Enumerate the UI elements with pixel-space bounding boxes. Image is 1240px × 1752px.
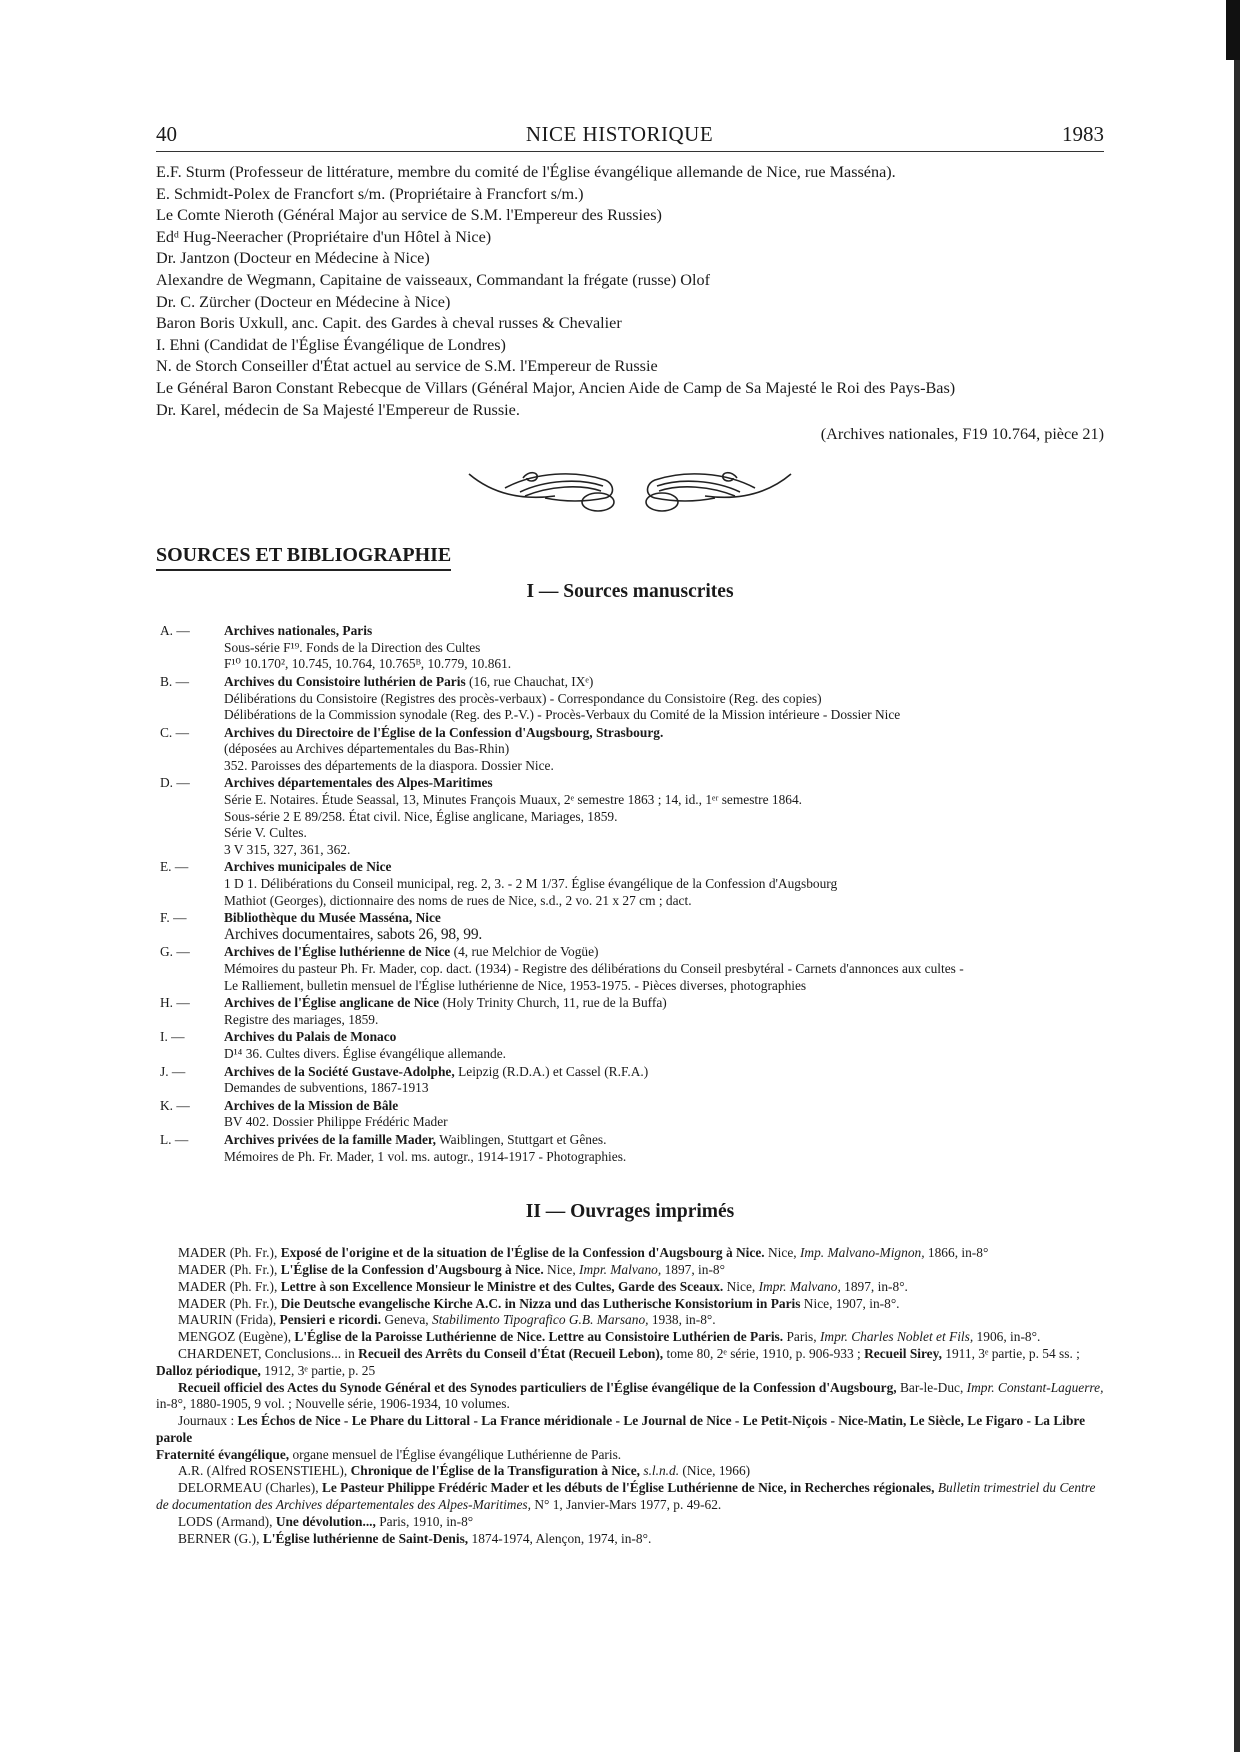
bib-part-b: Chronique de l'Église de la Transfiguration à Nice, — [350, 1463, 640, 1479]
bib-part-a: CHARDENET, Conclusions... in — [178, 1345, 359, 1361]
bib-part-a: MAURIN (Frida), — [178, 1312, 280, 1328]
bib-part-b: Exposé de l'origine et de la situation de l'Église de la Confession d'Augsbourg à Nice. — [280, 1245, 765, 1261]
source-heading-bold: Archives de la Société Gustave-Adolphe, — [224, 1063, 455, 1079]
bib-part-i: Bulletin trimestriel du Centre de documentation des Archives départementales des Alpes-Maritimes, — [156, 1480, 1096, 1513]
source-body — [224, 725, 1104, 775]
name-line: Dr. C. Zürcher (Docteur en Médecine à Nice) — [156, 292, 451, 311]
journal-year: 1983 — [1061, 122, 1104, 146]
bib-part-d: 1897, in-8° — [661, 1261, 725, 1277]
source-body — [224, 910, 1104, 943]
bib-part-c: Paris, — [783, 1329, 820, 1345]
source-entry — [156, 995, 1104, 1028]
source-line: Sous-série 2 E 89/258. État civil. Nice, Église anglicane, Mariages, 1859. — [224, 808, 618, 824]
bib-part-d: N° 1, Janvier-Mars 1977, p. 49-62. — [530, 1497, 722, 1513]
source-body — [224, 623, 1104, 673]
source-heading — [224, 995, 1104, 1012]
bib-part-b: Lettre à son Excellence Monsieur le Ministre et des Cultes, Garde des Sceaux. — [280, 1278, 724, 1294]
source-heading — [224, 725, 1104, 742]
source-line: (déposées au Archives départementales du Bas-Rhin) — [224, 741, 510, 757]
source-heading-bold: Archives de l'Église luthérienne de Nice — [224, 944, 451, 960]
name-line: Alexandre de Wegmann, Capitaine de vaisseaux, Commandant la frégate (russe) Olof — [156, 270, 710, 289]
bib-part-c: 1874-1974, Alençon, 1974, in-8°. — [468, 1530, 652, 1546]
source-body — [224, 1029, 1104, 1062]
bibliography-entry — [156, 1262, 1104, 1279]
source-letter: I. — — [160, 1029, 185, 1045]
name-line: Edᵈ Hug-Neeracher (Propriétaire d'un Hôtel à Nice) — [156, 227, 492, 246]
bib-part-c: Nice, — [723, 1278, 759, 1294]
source-heading — [224, 674, 1104, 691]
source-entry — [156, 775, 1104, 858]
archive-citation: (Archives nationales, F19 10.764, pièce 21) — [820, 425, 1104, 444]
source-heading — [224, 859, 1104, 876]
bib-part-c: Nice, — [764, 1245, 800, 1261]
source-line: Demandes de subventions, 1867-1913 — [224, 1080, 429, 1096]
names-list — [156, 162, 1104, 421]
source-heading — [224, 623, 1104, 640]
bib-part-b: L'Église de la Paroisse Luthérienne de Nice. Lettre au Consistoire Luthérien de Paris. — [294, 1329, 784, 1345]
bib-part-c: Nice, 1907, in-8°. — [800, 1295, 900, 1311]
source-letter: L. — — [160, 1131, 189, 1147]
source-heading-tail: (Holy Trinity Church, 11, rue de la Buffa) — [439, 995, 667, 1011]
bib-part-i: Imp. Malvano-Mignon, — [799, 1245, 925, 1261]
source-heading-bold: Archives départementales des Alpes-Maritimes — [224, 775, 493, 791]
name-line: Baron Boris Uxkull, anc. Capit. des Gardes à cheval russes & Chevalier — [156, 314, 622, 333]
source-line: Délibérations de la Commission synodale (Reg. des P.-V.) - Procès-Verbaux du Comité de la Mission intérieure - Dossier Nice — [224, 707, 901, 723]
source-body — [224, 944, 1104, 994]
source-heading — [224, 1098, 1104, 1115]
bib-part-a: MENGOZ (Eugène), — [178, 1329, 295, 1345]
source-heading-tail: Waiblingen, Stuttgart et Gênes. — [435, 1131, 607, 1147]
source-heading — [224, 1064, 1104, 1081]
name-line: Le Général Baron Constant Rebecque de Villars (Général Major, Ancien Aide de Camp de Sa Majesté le Roi des Pays-Bas) — [156, 378, 956, 397]
bib-part-c: tome 80, 2ᵉ série, 1910, p. 906-933 ; — [663, 1345, 865, 1361]
bib-part-b: Pensieri e ricordi. — [279, 1312, 382, 1328]
name-line: E.F. Sturm (Professeur de littérature, membre du comité de l'Église évangélique allemande de Nice, rue Masséna). — [156, 163, 896, 181]
source-line: Série E. Notaires. Étude Seassal, 13, Minutes François Muaux, 2ᵉ semestre 1863 ; 14, id., 1ᵉʳ semestre 1864. — [224, 792, 803, 808]
source-line: Registre des mariages, 1859. — [224, 1011, 379, 1027]
source-letter: B. — — [160, 673, 190, 689]
bib-part-c: Geneva, — [381, 1312, 432, 1328]
source-line: Mémoires du pasteur Ph. Fr. Mader, cop. dact. (1934) - Registre des délibérations du Conseil presbytéral - Carnets d'annonces aux cultes - — [224, 961, 964, 976]
source-heading-bold: Archives du Palais de Monaco — [224, 1029, 397, 1045]
bib-part-i: Stabilimento Tipografico G.B. Marsano, — [432, 1312, 649, 1328]
document-page — [156, 122, 1104, 1547]
source-heading-bold: Archives privées de la famille Mader, — [224, 1131, 436, 1147]
bib-part-f: 1912, 3ᵉ partie, p. 25 — [260, 1362, 376, 1378]
source-letter: E. — — [160, 859, 189, 875]
bib-part-i: Impr. Constant-Laguerre, — [966, 1379, 1104, 1395]
source-letter: C. — — [160, 724, 190, 740]
page-edge-mark — [1226, 0, 1240, 60]
source-heading-bold: Archives du Consistoire luthérien de Paris — [224, 673, 466, 689]
source-body — [224, 1132, 1104, 1165]
page-edge-shadow — [1234, 0, 1240, 1752]
bibliography-entry — [156, 1296, 1104, 1313]
name-line: N. de Storch Conseiller d'État actuel au service de S.M. l'Empereur de Russie — [156, 357, 658, 376]
section-title: SOURCES ET BIBLIOGRAPHIE — [156, 544, 451, 571]
source-entry — [156, 725, 1104, 775]
name-line: E. Schmidt-Polex de Francfort s/m. (Propriétaire à Francfort s/m.) — [156, 184, 584, 203]
bib-part-a: MADER (Ph. Fr.), — [178, 1245, 281, 1261]
bibliography-entry — [156, 1514, 1104, 1531]
source-heading — [224, 1132, 1104, 1149]
bib-part-a: MADER (Ph. Fr.), — [178, 1278, 281, 1294]
bib-part-a: BERNER (G.), — [178, 1530, 263, 1546]
sources-list — [156, 623, 1104, 1165]
bib-part-a: MADER (Ph. Fr.), — [178, 1261, 281, 1277]
source-entry — [156, 674, 1104, 724]
bib-part-a: LODS (Armand), — [178, 1513, 276, 1529]
bib-part-i: Impr. Malvano, — [579, 1261, 662, 1277]
page-number: 40 — [156, 122, 177, 146]
bibliography-entry — [156, 1346, 1104, 1380]
name-line: Le Comte Nieroth (Général Major au service de S.M. l'Empereur des Russies) — [156, 206, 662, 225]
bibliography-entry — [156, 1463, 1104, 1480]
bib-part-d: in-8°, 1880-1905, 9 vol. ; Nouvelle série, 1906-1934, 10 volumes. — [156, 1396, 510, 1412]
bibliography-entry — [156, 1279, 1104, 1296]
bibliography-entry — [156, 1380, 1104, 1414]
source-heading-bold: Archives municipales de Nice — [224, 859, 392, 875]
bib-part-a: DELORMEAU (Charles), — [178, 1480, 322, 1496]
source-body — [224, 1064, 1104, 1097]
source-entry — [156, 859, 1104, 909]
running-header — [156, 122, 1104, 152]
source-heading — [224, 775, 1104, 792]
bib-part-i: s.l.n.d. — [643, 1463, 680, 1479]
source-heading-bold: Archives nationales, Paris — [224, 623, 373, 639]
source-entry — [156, 1064, 1104, 1097]
bib-part-d: 1897, in-8°. — [840, 1278, 908, 1294]
source-line: Délibérations du Consistoire (Registres des procès-verbaux) - Correspondance du Consistoire (Reg. des copies) — [224, 690, 822, 706]
source-letter: G. — — [160, 944, 190, 960]
bib-part-b: Die Deutsche evangelische Kirche A.C. in Nizza und das Lutherische Konsistorium in Paris — [280, 1295, 801, 1311]
bibliography-entry — [156, 1312, 1104, 1329]
source-letter: D. — — [160, 775, 190, 791]
bib-part-d: 1866, in-8° — [924, 1245, 989, 1261]
part-two-title: II — Ouvrages imprimés — [525, 1201, 735, 1223]
source-heading-bold: Archives de l'Église anglicane de Nice — [224, 995, 440, 1011]
source-line: Le Ralliement, bulletin mensuel de l'Église luthérienne de Nice, 1953-1975. - Pièces diverses, photographies — [224, 977, 807, 993]
source-line: Série V. Cultes. — [224, 825, 307, 841]
bib-part-d: (Nice, 1966) — [679, 1463, 751, 1479]
source-line: Mathiot (Georges), dictionnaire des noms de rues de Nice, s.d., 2 vo. 21 x 27 cm ; dact. — [224, 892, 692, 908]
source-heading-tail: (4, rue Melchior de Vogüe) — [450, 944, 599, 960]
bib-part-c: Paris, 1910, in-8° — [375, 1513, 474, 1529]
bib-part-b: L'Église luthérienne de Saint-Denis, — [262, 1530, 469, 1546]
source-line: D¹⁴ 36. Cultes divers. Église évangélique allemande. — [224, 1045, 507, 1061]
source-heading-bold: Archives du Directoire de l'Église de la Confession d'Augsbourg, Strasbourg. — [224, 724, 664, 740]
source-line: 1 D 1. Délibérations du Conseil municipal, reg. 2, 3. - 2 M 1/37. Église évangélique de la Confession d'Augsbourg — [224, 876, 838, 892]
bib-part-a: A.R. (Alfred ROSENSTIEHL), — [178, 1463, 351, 1479]
bib-part-b: L'Église de la Confession d'Augsbourg à Nice. — [280, 1261, 544, 1277]
bib-part-d: 1906, in-8°. — [973, 1329, 1041, 1345]
ornament-flourish — [465, 466, 795, 518]
bib-part-i: Impr. Charles Noblet et Fils, — [819, 1329, 974, 1345]
bibliography-list — [156, 1245, 1104, 1547]
source-body — [224, 995, 1104, 1028]
source-heading — [224, 910, 1104, 927]
source-letter: J. — — [160, 1063, 186, 1079]
bib-part-b: Une dévolution..., — [275, 1513, 376, 1529]
bib-part-e: 1911, 3ᵉ partie, p. 54 ss. ; — [941, 1345, 1080, 1361]
bib-part-b2: Recueil Sirey, — [864, 1345, 942, 1361]
bibliography-entry — [156, 1447, 1104, 1464]
source-letter: K. — — [160, 1097, 190, 1113]
source-letter: F. — — [160, 910, 187, 926]
bib-part-a: Journaux : — [178, 1413, 238, 1429]
name-line: I. Ehni (Candidat de l'Église Évangélique de Londres) — [156, 335, 506, 354]
name-line: Dr. Jantzon (Docteur en Médecine à Nice) — [156, 249, 430, 268]
bibliography-entry — [156, 1531, 1104, 1548]
source-entry — [156, 944, 1104, 994]
source-line: F¹⁰ 10.170², 10.745, 10.764, 10.765ᴮ, 10.779, 10.861. — [224, 656, 512, 672]
bib-part-i: Impr. Malvano, — [758, 1278, 841, 1294]
source-heading — [224, 944, 1104, 961]
source-letter: H. — — [160, 995, 190, 1011]
bib-part-b: Les Échos de Nice - Le Phare du Littoral - La France méridionale - Le Journal de Nice - Le Petit-Niçois - Nice-Matin, Le Siècle, Le Figaro - La Libre parole — [156, 1413, 1086, 1445]
source-entry — [156, 1029, 1104, 1062]
bib-part-a: MADER (Ph. Fr.), — [178, 1295, 281, 1311]
source-line: 352. Paroisses des départements de la diaspora. Dossier Nice. — [224, 757, 554, 773]
source-heading-tail: Leipzig (R.D.A.) et Cassel (R.F.A.) — [454, 1063, 649, 1079]
bibliography-entry — [156, 1413, 1104, 1447]
source-line: BV 402. Dossier Philippe Frédéric Mader — [224, 1114, 448, 1130]
bibliography-entry — [156, 1480, 1104, 1514]
source-line: Archives documentaires, sabots 26, 98, 99. — [224, 925, 483, 943]
source-body — [224, 859, 1104, 909]
source-entry — [156, 910, 1104, 943]
source-entry — [156, 1098, 1104, 1131]
source-body — [224, 775, 1104, 858]
source-entry — [156, 1132, 1104, 1165]
source-line: 3 V 315, 327, 361, 362. — [224, 841, 351, 857]
bib-part-c: Nice, — [543, 1261, 580, 1277]
bibliography-entry — [156, 1245, 1104, 1262]
source-heading-bold: Archives de la Mission de Bâle — [224, 1097, 399, 1113]
bib-part-b: Le Pasteur Philippe Frédéric Mader et les débuts de l'Église Luthérienne de Nice, in Recherches régionales, — [321, 1480, 935, 1496]
source-line: Sous-série F¹⁹. Fonds de la Direction des Cultes — [224, 639, 481, 655]
source-body — [224, 674, 1104, 724]
bib-part-b: Fraternité évangélique, — [156, 1446, 290, 1462]
bib-part-b3: Dalloz périodique, — [156, 1362, 261, 1378]
source-letter: A. — — [160, 623, 190, 639]
source-line: Mémoires de Ph. Fr. Mader, 1 vol. ms. autogr., 1914-1917 - Photographies. — [224, 1148, 627, 1164]
bib-part-d: 1938, in-8°. — [648, 1312, 716, 1328]
source-heading-bold: Bibliothèque du Musée Masséna, Nice — [224, 910, 441, 926]
bibliography-entry — [156, 1329, 1104, 1346]
journal-title: NICE HISTORIQUE — [525, 122, 714, 146]
bib-part-c: Bar-le-Duc, — [896, 1379, 967, 1395]
name-line: Dr. Karel, médecin de Sa Majesté l'Empereur de Russie. — [156, 400, 520, 419]
bib-part-c: organe mensuel de l'Église évangélique Luthérienne de Paris. — [289, 1446, 622, 1462]
bib-part-b: Recueil des Arrêts du Conseil d'État (Recueil Lebon), — [358, 1345, 664, 1361]
source-body — [224, 1098, 1104, 1131]
bib-part-b: Recueil officiel des Actes du Synode Général et des Synodes particuliers de l'Église évangélique de la Confession d'Augsbourg, — [178, 1379, 897, 1395]
source-heading-tail: (16, rue Chauchat, IXᵉ) — [465, 673, 594, 689]
source-heading — [224, 1029, 1104, 1046]
source-entry — [156, 623, 1104, 673]
part-one-title: I — Sources manuscrites — [526, 581, 734, 603]
